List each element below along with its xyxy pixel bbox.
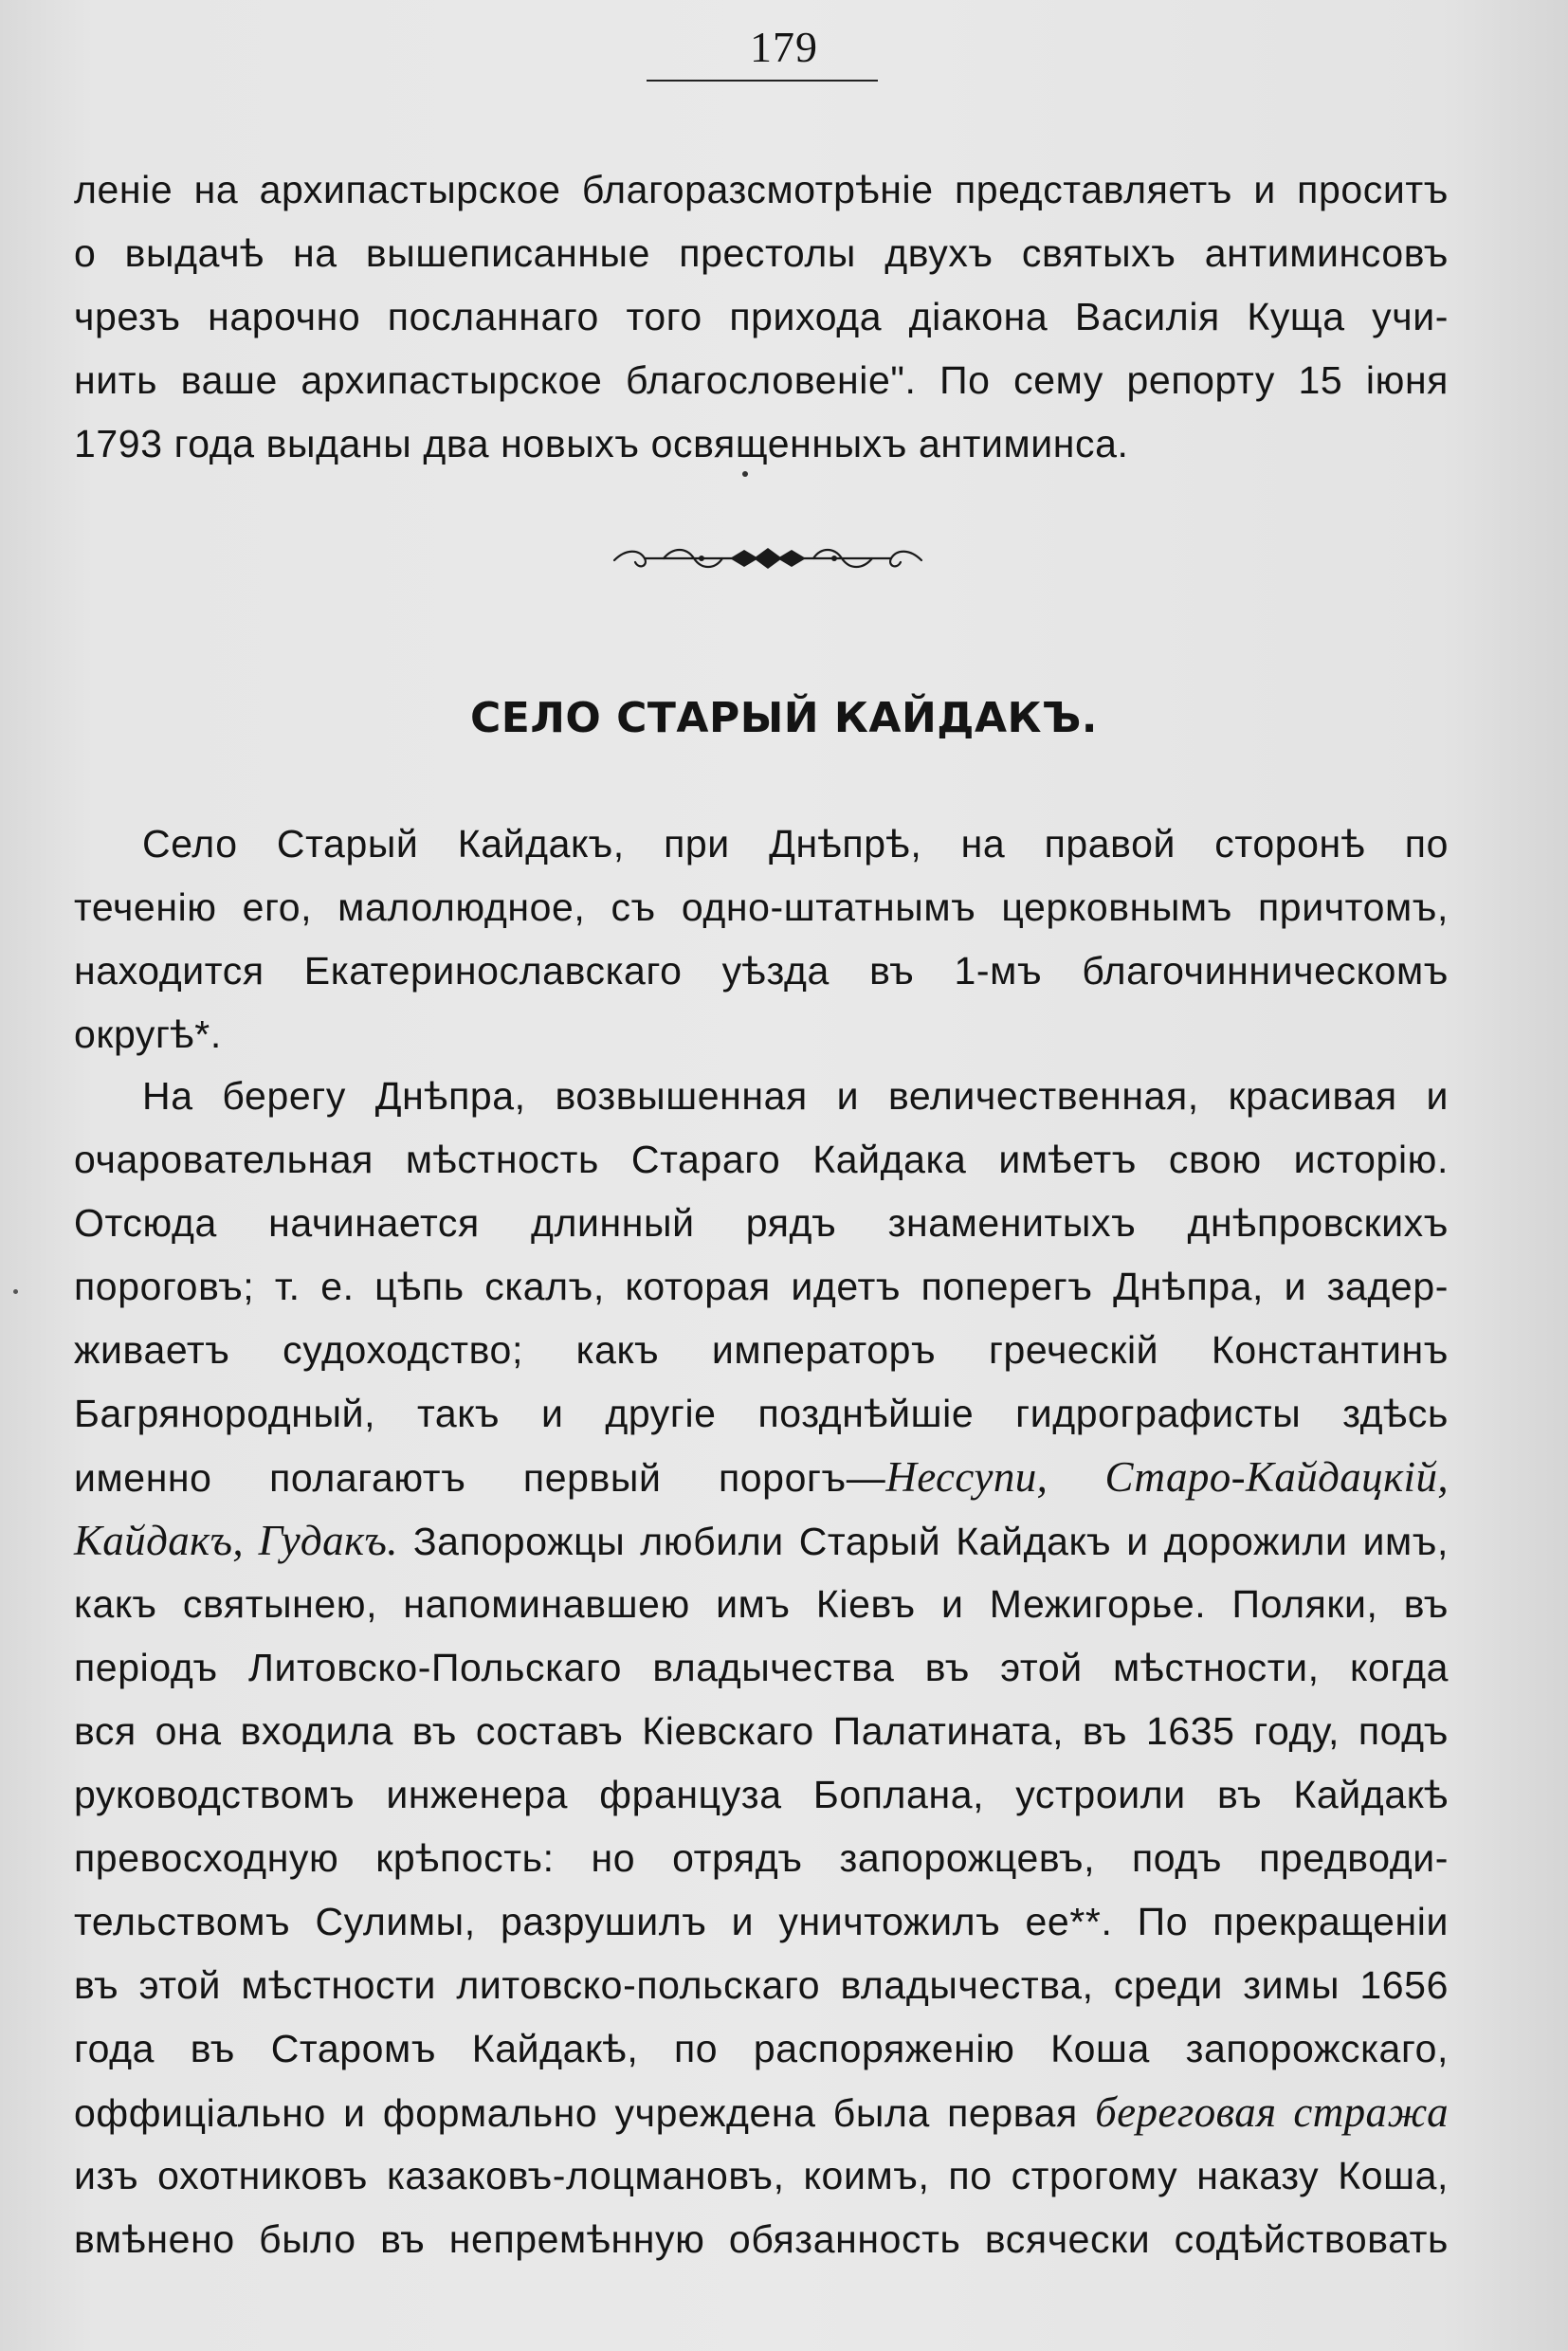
plain-text: оффиціально и формально учреждена была первая — [74, 2091, 1096, 2135]
plain-text: Запорожцы любили Старый Кайдакъ и дорожили имъ, — [397, 1520, 1449, 1563]
ornament-divider-icon — [607, 536, 929, 583]
intro-line: нить ваше архипастырское благословеніе". По сему репорту 15 іюня — [74, 358, 1449, 402]
paragraph-line: очаровательная мѣстность Стараго Кайдака имѣетъ свою исторію. — [74, 1138, 1449, 1181]
plain-text: именно полагаютъ первый порогъ— — [74, 1456, 886, 1500]
stray-dot — [742, 471, 748, 477]
paragraph-line: изъ охотниковъ казаковъ-лоцмановъ, коимъ, по строгому наказу Коша, — [74, 2154, 1449, 2197]
paragraph-line: вся она входила въ составъ Кіевскаго Палатината, въ 1635 году, подъ — [74, 1709, 1449, 1753]
intro-line: 1793 года выданы два новыхъ освященныхъ антиминса. — [74, 422, 1129, 465]
paragraph-line: Село Старый Кайдакъ, при Днѣпрѣ, на правой сторонѣ по — [142, 822, 1449, 866]
intro-line: леніе на архипастырское благоразсмотрѣніе представляетъ и проситъ — [74, 168, 1449, 211]
paragraph-line: находится Екатеринославскаго уѣзда въ 1-мъ благочинническомъ — [74, 949, 1449, 993]
paragraph-line: руководствомъ инженера француза Боплана, устроили въ Кайдакѣ — [74, 1773, 1449, 1816]
paragraph-line: какъ святынею, напоминавшею имъ Кіевъ и Межигорье. Поляки, въ — [74, 1582, 1449, 1626]
paragraph-line: года въ Старомъ Кайдакѣ, по распоряженію Коша запорожскаго, — [74, 2027, 1449, 2070]
paragraph-line: въ этой мѣстности литовско-польскаго владычества, среди зимы 1656 — [74, 1963, 1449, 2007]
paragraph-line: тельствомъ Сулимы, разрушилъ и уничтожилъ ее**. По прекращеніи — [74, 1900, 1449, 1943]
page-number: 179 — [750, 23, 818, 71]
paragraph-line-mixed — [74, 1449, 1449, 1505]
paragraph-line: Отсюда начинается длинный рядъ знаменитыхъ днѣпровскихъ — [74, 1201, 1449, 1245]
paragraph-line: Багрянородный, такъ и другіе позднѣйшіе гидрографисты здѣсь — [74, 1392, 1449, 1435]
paragraph-line: превосходную крѣпость: но отрядъ запорожцевъ, подъ предводи- — [74, 1836, 1449, 1880]
paragraph-line: живаетъ судоходство; какъ императоръ греческій Константинъ — [74, 1328, 1449, 1372]
section-title: СЕЛО СТАРЫЙ КАЙДАКЪ. — [469, 694, 1099, 742]
paragraph-line-mixed — [74, 2084, 1449, 2141]
paragraph-line: вмѣнено было въ непремѣнную обязанность всячески содѣйствовать — [74, 2217, 1449, 2261]
italic-text: береговая стража — [1095, 2088, 1449, 2136]
margin-mark — [13, 1289, 18, 1294]
intro-line: чрезъ нарочно посланнаго того прихода діакона Василія Куща учи- — [74, 295, 1449, 338]
paragraph-line: округѣ*. — [74, 1012, 222, 1056]
paragraph-line: періодъ Литовско-Польскаго владычества въ этой мѣстности, когда — [74, 1646, 1449, 1689]
paragraph-line: пороговъ; т. е. цѣпь скалъ, которая идетъ поперегъ Днѣпра, и задер- — [74, 1265, 1449, 1308]
paragraph-line-mixed — [74, 1512, 1449, 1569]
intro-line: о выдачѣ на вышеписанные престолы двухъ святыхъ антиминсовъ — [74, 231, 1449, 275]
italic-text: Нессупи, Старо-Кайдацкій, — [885, 1453, 1449, 1501]
paragraph-line: теченію его, малолюдное, съ одно-штатнымъ церковнымъ причтомъ, — [74, 885, 1449, 929]
page-number-rule — [647, 80, 878, 82]
italic-text: Кайдакъ, Гудакъ. — [74, 1517, 398, 1564]
paragraph-line: На берегу Днѣпра, возвышенная и величественная, красивая и — [142, 1074, 1449, 1118]
